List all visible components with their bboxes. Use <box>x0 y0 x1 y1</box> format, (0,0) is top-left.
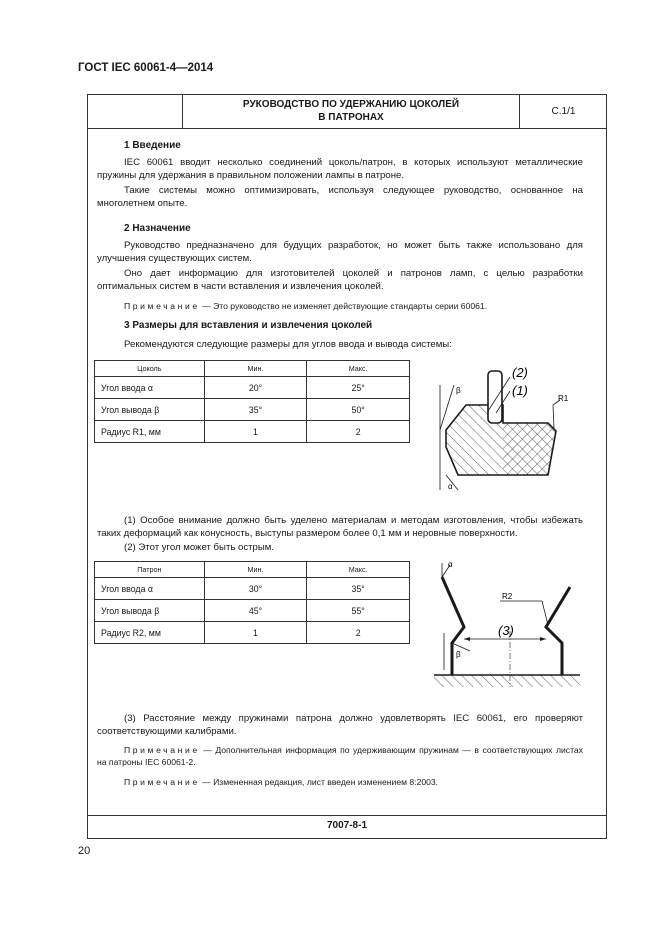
holder-springs-figure <box>430 555 585 695</box>
table-row <box>95 377 410 399</box>
table-cell: Угол вывода β <box>95 399 205 421</box>
footnote-3-text: (3) Расстояние между пружинами патрона должно удовлетворять IEC 60061, его проверяют соответствующими калибрами. <box>97 713 583 737</box>
section-3-heading: 3 Размеры для вставления и извлечения цоколей <box>124 320 373 331</box>
table-cell: 35° <box>307 578 410 600</box>
table-header-cell: Макс. <box>307 361 410 377</box>
note-label: Примечание <box>124 777 200 787</box>
sheet-code: 7007-8-1 <box>326 820 368 831</box>
table-cell: 35° <box>204 399 307 421</box>
table-cell: Угол ввода α <box>95 377 205 399</box>
section-1-paragraph-2-text: Такие системы можно оптимизировать, используя следующее руководство, основанное на многолетнем опыте. <box>97 185 583 209</box>
section-1-paragraph-1-text: IEC 60061 вводит несколько соединений цоколь/патрон, в которых используют металлические пружины для удержания в правильном положении лампы в патроне. <box>97 157 583 181</box>
table-cell: 55° <box>307 600 410 622</box>
table-cell: Радиус R1, мм <box>95 421 205 443</box>
section-2-paragraph-2-text: Оно дает информацию для изготовителей цоколей и патронов ламп, с целью разработки оптимальных систем в части вставления и извлечения цоколей. <box>97 268 583 292</box>
cap-dimensions-table <box>94 360 410 443</box>
cap-section-figure <box>428 355 588 495</box>
leader-r1-arrow <box>553 405 554 429</box>
footnote-2 <box>97 542 583 555</box>
sheet-title-line2: В ПАТРОНАХ <box>318 112 384 123</box>
table-cell: 25° <box>307 377 410 399</box>
section-2-heading: 2 Назначение <box>124 223 191 234</box>
r2-leader-arrow <box>542 601 548 625</box>
table-row <box>95 399 410 421</box>
table-header-cell: Цоколь <box>95 361 205 377</box>
note-label: Примечание <box>124 745 200 755</box>
table-header-row <box>95 562 410 578</box>
table-header-cell: Мин. <box>204 562 307 578</box>
standard-code: ГОСТ IEC 60061-4—2014 <box>78 62 214 74</box>
table-cell: 1 <box>204 421 307 443</box>
table-cell: Угол ввода α <box>95 578 205 600</box>
holder-dimensions-table <box>94 561 410 644</box>
footnote-1 <box>97 515 583 540</box>
table-cell: Угол вывода β <box>95 600 205 622</box>
note-text: — Дополнительная информация по удерживающим пружинам — в соответствующих листах на патроны IEC 60061-2. <box>97 745 583 767</box>
note-3 <box>97 776 583 788</box>
footnote-1-text: (1) Особое внимание должно быть уделено материалам и методам изготовления, чтобы избежать таких деформаций как конусность, выступы размером более 0,1 мм и неровные поверхности. <box>97 515 583 539</box>
fig1-label-1: (1) <box>512 383 528 398</box>
table-row <box>95 622 410 644</box>
table-cell: 50° <box>307 399 410 421</box>
beta-line <box>452 643 470 651</box>
table-header-cell: Мин. <box>204 361 307 377</box>
table-header-row <box>95 361 410 377</box>
table-cell: 20° <box>204 377 307 399</box>
fig1-label-2: (2) <box>512 365 528 380</box>
arrow-right <box>540 637 546 641</box>
left-spring <box>442 577 464 675</box>
section-1-paragraph-2 <box>97 185 583 210</box>
fig2-alpha-label: α <box>448 560 453 569</box>
footnote-3 <box>97 713 583 738</box>
sheet-title <box>183 94 520 129</box>
footer-divider <box>87 815 607 816</box>
table-header-cell: Макс. <box>307 562 410 578</box>
fig2-radius-label: R2 <box>502 592 513 601</box>
table-cell: 1 <box>204 622 307 644</box>
arrow-left <box>464 637 470 641</box>
section-3-intro-text: Рекомендуются следующие размеры для углов ввода и вывода системы: <box>124 339 452 350</box>
footnote-2-text: (2) Этот угол может быть острым. <box>124 542 275 553</box>
table-cell: 30° <box>204 578 307 600</box>
section-1-paragraph-1 <box>97 157 583 182</box>
note-2 <box>97 744 583 768</box>
table-cell: 45° <box>204 600 307 622</box>
right-spring <box>546 587 570 675</box>
table-cell: 2 <box>307 421 410 443</box>
sheet-number: С.1/1 <box>520 94 607 129</box>
note-label: Примечание <box>124 301 200 311</box>
section-1-heading: 1 Введение <box>124 140 181 151</box>
note-text: — Это руководство не изменяет действующие стандарты серии 60061. <box>199 301 488 311</box>
table-header-cell: Патрон <box>95 562 205 578</box>
fig1-alpha-label: α <box>448 482 453 491</box>
section-2-paragraph-1 <box>97 240 583 265</box>
note-text: — Измененная редакция, лист введен изменением 8:2003. <box>199 777 439 787</box>
table-row <box>95 421 410 443</box>
holder-base <box>434 675 580 687</box>
section-2-paragraph-1-text: Руководство предназначено для будущих разработок, но может быть также использовано для улучшения существующих систем. <box>97 240 583 264</box>
section-2-note <box>97 300 583 312</box>
page-number: 20 <box>78 845 91 857</box>
fig1-beta-label: β <box>456 386 461 395</box>
fig1-radius-label: R1 <box>558 394 569 403</box>
fig2-label-3: (3) <box>498 623 514 638</box>
header-blank-cell <box>87 94 183 129</box>
sheet-title-line1: РУКОВОДСТВО ПО УДЕРЖАНИЮ ЦОКОЛЕЙ <box>242 99 460 110</box>
table-row <box>95 600 410 622</box>
cap-body <box>446 371 556 475</box>
section-3-intro <box>97 339 583 352</box>
table-cell: Радиус R2, мм <box>95 622 205 644</box>
section-2-paragraph-2 <box>97 268 583 293</box>
table-row <box>95 578 410 600</box>
fig2-beta-label: β <box>456 650 461 659</box>
table-cell: 2 <box>307 622 410 644</box>
